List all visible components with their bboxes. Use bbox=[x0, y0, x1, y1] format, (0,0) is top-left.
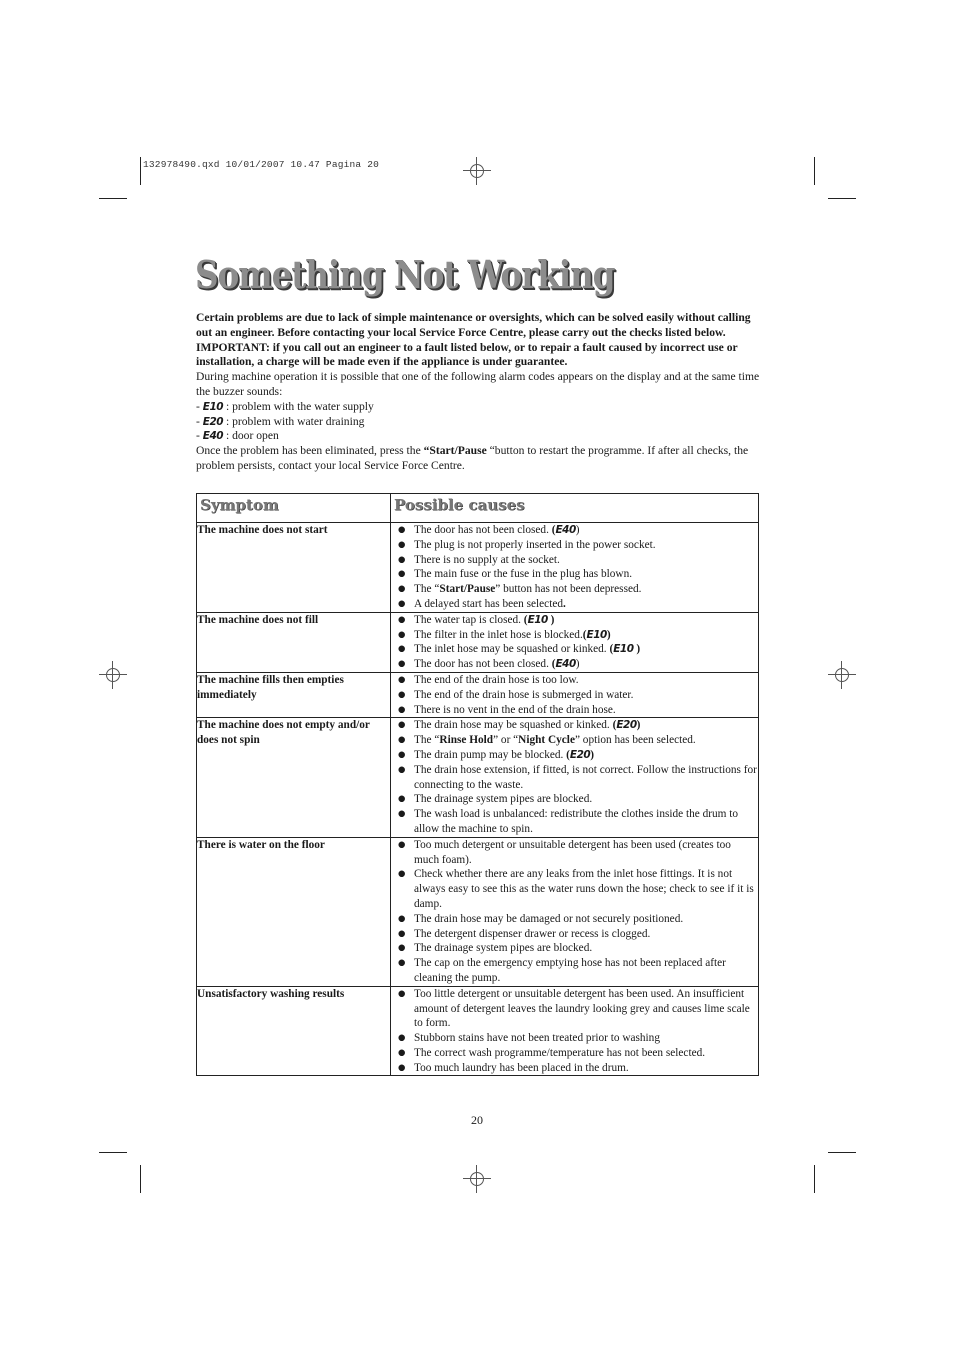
cause-text: The drain hose may be damaged or not securely positioned. bbox=[414, 912, 684, 925]
list-item bbox=[391, 792, 758, 807]
crop-mark bbox=[828, 1152, 856, 1153]
cause-text: The water tap is closed. bbox=[414, 613, 524, 626]
cause-text: The drain pump may be blocked. bbox=[414, 748, 567, 761]
crop-mark bbox=[99, 1152, 127, 1153]
list-item bbox=[391, 688, 758, 703]
cause-text: The “ bbox=[414, 734, 440, 747]
alarm-code-item: - E10 : problem with the water supply bbox=[196, 399, 374, 413]
list-item bbox=[391, 673, 758, 688]
cause-text: The drain hose may be squashed or kinked. bbox=[414, 719, 613, 732]
cause-text: The detergent dispenser drawer or recess is clogged. bbox=[414, 927, 651, 940]
cause-text: The correct wash programme/temperature has not been selected. bbox=[414, 1046, 706, 1059]
cause-text: The main fuse or the fuse in the plug has blown. bbox=[414, 568, 633, 581]
cause-text: ) bbox=[606, 628, 611, 641]
causes-list bbox=[391, 523, 758, 612]
list-item bbox=[391, 1061, 758, 1076]
list-item bbox=[391, 567, 758, 582]
cause-text: ) bbox=[590, 748, 594, 761]
crop-mark bbox=[814, 1165, 815, 1193]
registration-mark-bottom bbox=[463, 1165, 491, 1193]
intro-maintenance-note: Certain problems are due to lack of simple maintenance or oversights, which can be solved easily without calling out an engineer. Before contacting your local Service Force Centre, please carry out the checks listed below. bbox=[196, 311, 751, 339]
list-item bbox=[391, 867, 758, 911]
cause-text: ) bbox=[575, 658, 580, 671]
causes-cell bbox=[391, 612, 759, 672]
list-item bbox=[391, 941, 758, 956]
list-item bbox=[391, 987, 758, 1031]
alarm-text: : door open bbox=[223, 429, 279, 443]
cause-text: ( bbox=[582, 628, 587, 641]
cause-text: ) bbox=[547, 613, 555, 626]
cause-text: Rinse Hold bbox=[439, 734, 494, 747]
registration-mark-top bbox=[463, 157, 491, 185]
cause-text: The “ bbox=[414, 583, 440, 596]
list-item bbox=[391, 657, 758, 672]
causes-cell bbox=[391, 523, 759, 613]
list-item bbox=[391, 838, 758, 868]
list-item bbox=[391, 613, 758, 628]
list-item bbox=[391, 748, 758, 763]
list-item bbox=[391, 703, 758, 718]
alarm-code: E40 bbox=[555, 658, 576, 671]
cause-text: ( bbox=[612, 719, 617, 732]
cause-text: The drainage system pipes are blocked. bbox=[414, 942, 593, 955]
alarm-code: E10 bbox=[202, 400, 224, 413]
list-item bbox=[391, 582, 758, 597]
cause-text: ( bbox=[551, 658, 556, 671]
list-item bbox=[391, 927, 758, 942]
table-row bbox=[197, 523, 759, 613]
table-row bbox=[197, 718, 759, 837]
list-item bbox=[391, 628, 758, 643]
alarm-code-item: - E20 : problem with water draining bbox=[196, 414, 365, 428]
table-row bbox=[197, 986, 759, 1076]
symptom-cell: The machine fills then empties immediately bbox=[197, 672, 391, 717]
registration-mark-right bbox=[828, 661, 856, 689]
causes-cell bbox=[391, 718, 759, 837]
crop-mark bbox=[140, 157, 141, 185]
list-item bbox=[391, 597, 758, 612]
cause-text: ( bbox=[566, 748, 570, 761]
causes-list bbox=[391, 613, 758, 672]
intro-alarm-paragraph: During machine operation it is possible that one of the following alarm codes appears on the display and at the same time the buzzer sounds: bbox=[196, 370, 760, 398]
list-item bbox=[391, 956, 758, 986]
cause-text: ) bbox=[636, 719, 641, 732]
alarm-text: : problem with water draining bbox=[223, 414, 365, 428]
print-slug: 132978490.qxd 10/01/2007 10.47 Pagina 20 bbox=[143, 159, 380, 170]
cause-text: The wash load is unbalanced: redistribute the clothes inside the drum to allow the machine to spin. bbox=[414, 808, 739, 835]
cause-text: Start/Pause bbox=[439, 583, 496, 596]
cause-text: ) bbox=[575, 524, 580, 536]
alarm-code: E20 bbox=[616, 719, 637, 732]
cause-text: The drainage system pipes are blocked. bbox=[414, 793, 593, 806]
list-item bbox=[391, 763, 758, 793]
causes-cell bbox=[391, 672, 759, 717]
cause-text: Too much laundry has been placed in the drum. bbox=[414, 1061, 629, 1074]
table-body bbox=[197, 523, 759, 1076]
table-row bbox=[197, 837, 759, 986]
symptom-cell: There is water on the floor bbox=[197, 837, 391, 986]
list-item bbox=[391, 912, 758, 927]
list-item bbox=[391, 733, 758, 748]
alarm-code: E20 bbox=[569, 748, 591, 761]
cause-text: The filter in the inlet hose is blocked. bbox=[414, 628, 583, 641]
cause-text: Stubborn stains have not been treated prior to washing bbox=[414, 1032, 660, 1045]
cause-text: The inlet hose may be squashed or kinked. bbox=[414, 643, 610, 656]
cause-text: ” or “ bbox=[493, 734, 519, 747]
alarm-code: E40 bbox=[202, 430, 224, 443]
page-title: Something Not Working bbox=[195, 252, 615, 297]
causes-list bbox=[391, 838, 758, 986]
cause-text: A delayed start has been selected bbox=[414, 597, 563, 610]
list-item bbox=[391, 523, 758, 538]
list-item bbox=[391, 1046, 758, 1061]
cause-text: ” button has not been depressed. bbox=[495, 583, 642, 596]
alarm-code-list bbox=[196, 400, 760, 444]
column-header-causes: Possible causes bbox=[391, 494, 759, 523]
cause-text: The door has not been closed. bbox=[414, 658, 552, 671]
cause-text: The door has not been closed. bbox=[414, 524, 552, 536]
page-number: 20 bbox=[471, 1113, 483, 1127]
table-row bbox=[197, 672, 759, 717]
table-row bbox=[197, 612, 759, 672]
alarm-code: E10 bbox=[586, 628, 607, 641]
cause-text: Night Cycle bbox=[518, 734, 575, 747]
causes-cell bbox=[391, 986, 759, 1076]
causes-list bbox=[391, 718, 758, 836]
alarm-code: E40 bbox=[555, 524, 576, 536]
cause-text: Check whether there are any leaks from the inlet hose fittings. It is not always easy to see this as the water runs down the hose; check to see if it is damp. bbox=[414, 868, 754, 910]
causes-list bbox=[391, 673, 758, 717]
symptom-cell: The machine does not start bbox=[197, 523, 391, 613]
cause-text: Too little detergent or unsuitable detergent has been used. An insufficient amount of detergent leaves the laundry looking grey and causes lime scale to form. bbox=[414, 987, 750, 1030]
cause-text: ( bbox=[609, 643, 614, 656]
cause-text: Too much detergent or unsuitable detergent has been used (creates too much foam). bbox=[414, 838, 731, 866]
crop-mark bbox=[828, 198, 856, 199]
cause-text: ) bbox=[633, 643, 641, 656]
cause-text: ( bbox=[551, 524, 556, 536]
list-item bbox=[391, 1031, 758, 1046]
intro-important-note: IMPORTANT: if you call out an engineer to a fault listed below, or to repair a fault caused by incorrect use or installation, a charge will be made even if the appliance is under guarantee. bbox=[196, 340, 738, 369]
list-item bbox=[391, 642, 758, 657]
cause-text: The plug is not properly inserted in the power socket. bbox=[414, 538, 656, 551]
symptom-cell: The machine does not fill bbox=[197, 612, 391, 672]
intro-section bbox=[196, 311, 760, 474]
table-header-row bbox=[197, 494, 759, 523]
troubleshooting-table bbox=[196, 493, 759, 1076]
alarm-code: E10 bbox=[613, 643, 634, 656]
crop-mark bbox=[99, 198, 127, 199]
alarm-text: : problem with the water supply bbox=[223, 399, 374, 413]
cause-text: The end of the drain hose is too low. bbox=[414, 673, 579, 686]
crop-mark bbox=[140, 1165, 141, 1193]
cause-text: ( bbox=[523, 613, 528, 626]
column-header-symptom: Symptom bbox=[197, 494, 391, 523]
causes-list bbox=[391, 987, 758, 1076]
registration-mark-left bbox=[99, 661, 127, 689]
cause-text: There is no supply at the socket. bbox=[414, 553, 560, 566]
list-item bbox=[391, 807, 758, 837]
cause-text: There is no vent in the end of the drain hose. bbox=[414, 703, 616, 716]
intro-outro: Once the problem has been eliminated, press the “Start/Pause “button to restart the programme. If after all checks, the problem persists, contact your local Service Force Centre. bbox=[196, 444, 749, 472]
list-item bbox=[391, 538, 758, 553]
alarm-code-item: - E40 : door open bbox=[196, 429, 279, 443]
alarm-code: E20 bbox=[202, 415, 224, 428]
cause-text: The cap on the emergency emptying hose has not been replaced after cleaning the pump. bbox=[414, 957, 726, 984]
alarm-code: E10 bbox=[527, 613, 548, 626]
cause-text: ” option has been selected. bbox=[574, 734, 696, 747]
list-item bbox=[391, 553, 758, 568]
symptom-cell: Unsatisfactory washing results bbox=[197, 986, 391, 1076]
crop-mark bbox=[814, 157, 815, 185]
symptom-cell: The machine does not empty and/or does not spin bbox=[197, 718, 391, 837]
cause-text: . bbox=[563, 597, 566, 610]
causes-cell bbox=[391, 837, 759, 986]
list-item bbox=[391, 718, 758, 733]
cause-text: The drain hose extension, if fitted, is not correct. Follow the instructions for connecting to the waste. bbox=[414, 763, 757, 791]
cause-text: The end of the drain hose is submerged in water. bbox=[414, 688, 634, 701]
